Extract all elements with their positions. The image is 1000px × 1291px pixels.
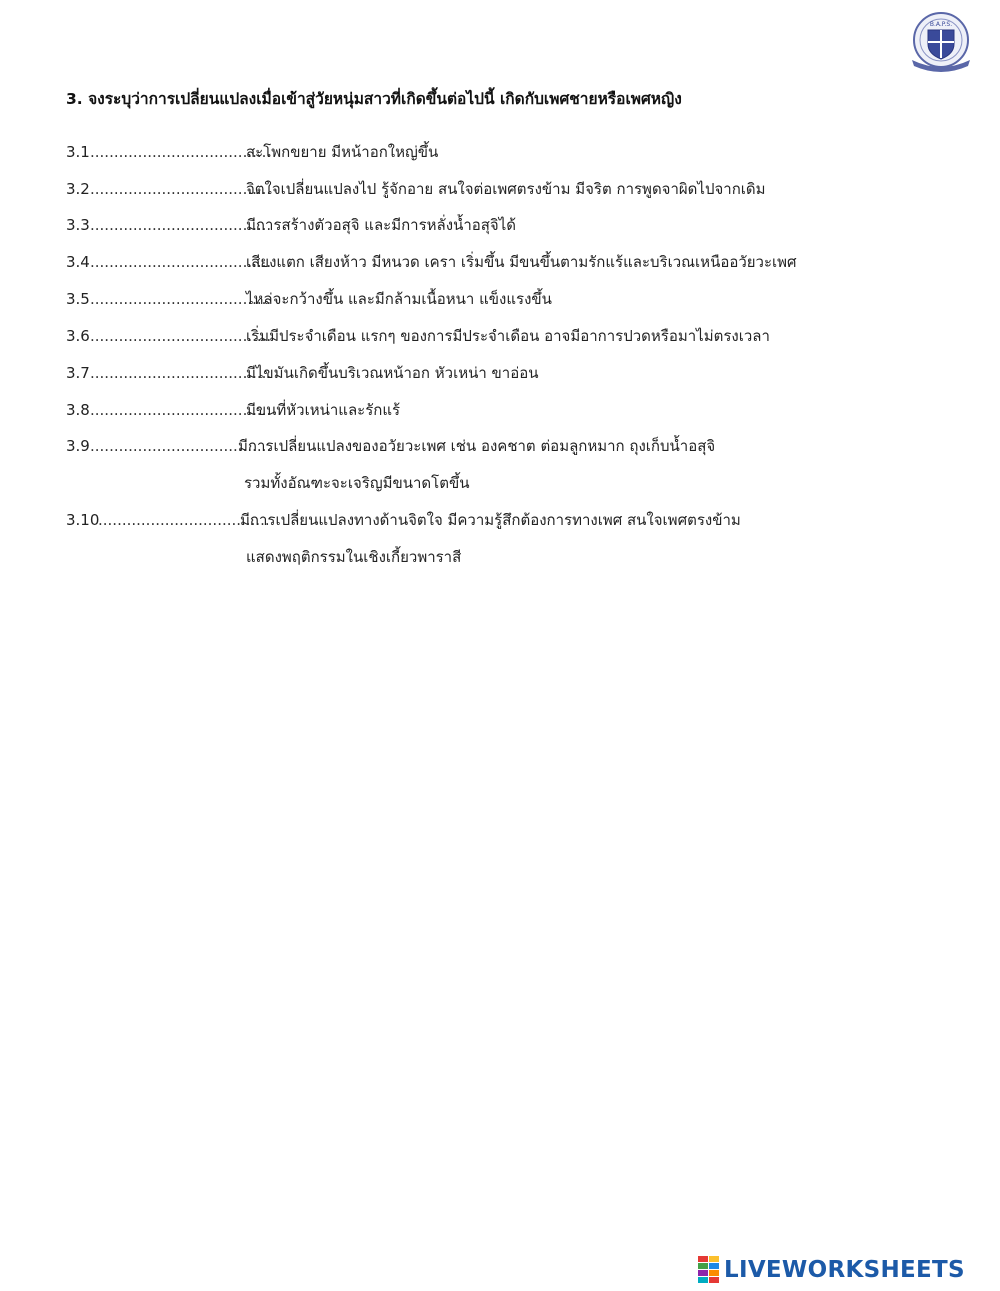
school-crest-icon — [906, 10, 976, 76]
item-number: 3.1 — [66, 143, 90, 161]
list-item — [66, 502, 946, 576]
answer-blank[interactable]: ...................................... — [90, 327, 272, 345]
list-item — [66, 355, 946, 392]
item-text: มีการเปลี่ยนแปลงทางด้านจิตใจ มีความรู้สึกต้องการทางเพศ สนใจเพศตรงข้าม — [240, 511, 741, 529]
list-item — [66, 171, 946, 208]
item-number: 3.8 — [66, 401, 90, 419]
crest-text: B.A.P.S. — [929, 21, 953, 28]
item-number: 3.2 — [66, 180, 90, 198]
item-number: 3.5 — [66, 290, 90, 308]
liveworksheets-brand — [698, 1253, 965, 1287]
question-heading: 3. จงระบุว่าการเปลี่ยนแปลงเมื่อเข้าสู่วัยหนุ่มสาวที่เกิดขึ้นต่อไปนี้ เกิดกับเพศชายหรือเพศหญิง — [66, 90, 682, 108]
item-text: ไหล่จะกว้างขึ้น และมีกล้ามเนื้อหนา แข็งแรงขึ้น — [246, 290, 552, 308]
item-text: เสียงแตก เสียงห้าว มีหนวด เครา เริ่มขึ้น มีขนขึ้นตามรักแร้และบริเวณเหนืออวัยวะเพศ — [246, 253, 797, 271]
answer-blank[interactable]: ...................................... — [90, 364, 272, 382]
answer-blank[interactable]: ...................................... — [90, 180, 272, 198]
list-item — [66, 318, 946, 355]
list-item — [66, 281, 946, 318]
answer-blank[interactable]: ...................................... — [90, 143, 272, 161]
item-number: 3.3 — [66, 216, 90, 234]
item-text: มีการสร้างตัวอสุจิ และมีการหลั่งน้ำอสุจิได้ — [246, 216, 516, 234]
item-text: จิตใจเปลี่ยนแปลงไป รู้จักอาย สนใจต่อเพศตรงข้าม มีจริต การพูดจาผิดไปจากเดิม — [246, 180, 766, 198]
answer-blank[interactable]: ...................................... — [90, 216, 272, 234]
list-item — [66, 207, 946, 244]
liveworksheets-logo-icon — [698, 1256, 720, 1284]
item-text: เริ่มมีประจำเดือน แรกๆ ของการมีประจำเดือน อาจมีอาการปวดหรือมาไม่ตรงเวลา — [246, 327, 770, 345]
answer-blank[interactable]: ...................................... — [90, 437, 272, 455]
item-text-continued: รวมทั้งอัณฑะจะเจริญมีขนาดโตขึ้น — [244, 474, 470, 492]
school-crest-logo — [906, 10, 976, 76]
answer-blank[interactable]: ...................................... — [90, 253, 272, 271]
item-text: สะโพกขยาย มีหน้าอกใหญ่ขึ้น — [246, 143, 439, 161]
list-item — [66, 134, 946, 171]
list-item — [66, 392, 946, 429]
answer-blank[interactable]: ...................................... — [90, 290, 272, 308]
item-text: มีการเปลี่ยนแปลงของอวัยวะเพศ เช่น องคชาต ต่อมลูกหมาก ถุงเก็บน้ำอสุจิ — [238, 437, 716, 455]
answer-blank[interactable]: .................................... — [98, 511, 270, 529]
item-number: 3.9 — [66, 437, 90, 455]
item-number: 3.4 — [66, 253, 90, 271]
item-number: 3.6 — [66, 327, 90, 345]
item-text: มีขนที่หัวเหน่าและรักแร้ — [246, 401, 401, 419]
list-item — [66, 244, 946, 281]
item-number: 3.7 — [66, 364, 90, 382]
list-item — [66, 428, 946, 502]
item-text: มีไขมันเกิดขึ้นบริเวณหน้าอก หัวเหน่า ขาอ่อน — [246, 364, 539, 382]
brand-name: LIVEWORKSHEETS — [724, 1257, 965, 1283]
answer-blank[interactable]: ...................................... — [90, 401, 272, 419]
item-number: 3.10 — [66, 511, 100, 529]
item-text-continued: แสดงพฤติกรรมในเชิงเกี้ยวพาราสี — [246, 548, 462, 566]
